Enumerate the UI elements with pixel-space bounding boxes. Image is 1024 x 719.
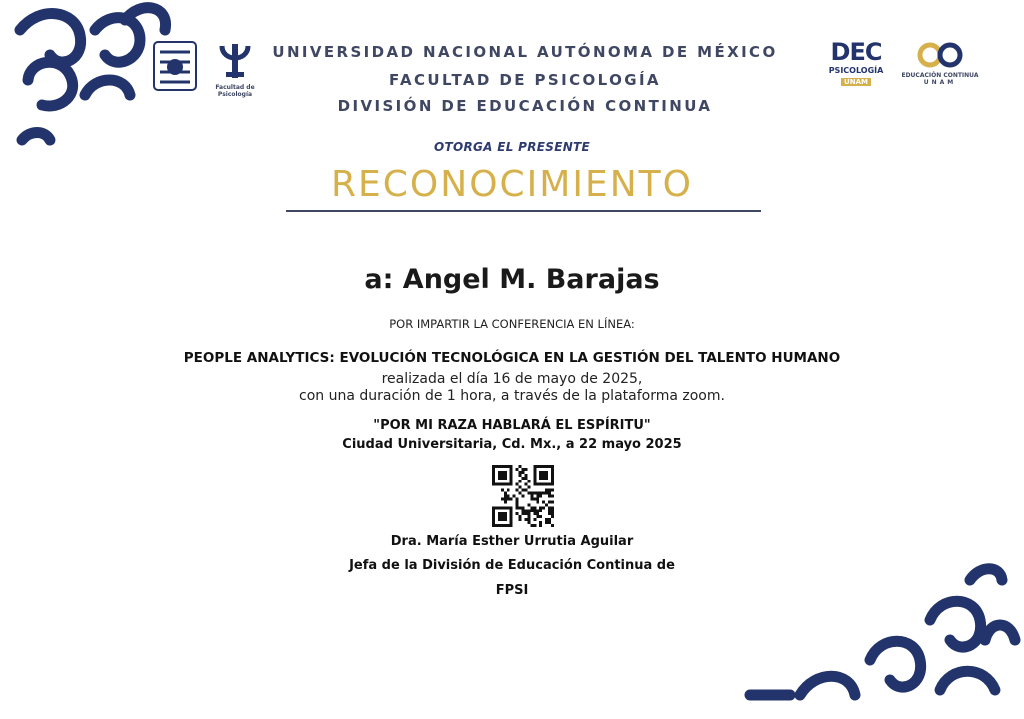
double-circle-icon: [915, 42, 965, 68]
otorga-label: OTORGA EL PRESENTE: [433, 140, 591, 154]
place-date: Ciudad Universitaria, Cd. Mx., a 22 mayo 2025: [342, 437, 682, 452]
talk-title: PEOPLE ANALYTICS: EVOLUCIÓN TECNOLÓGICA EN LA GESTIÓN DEL TALENTO HUMANO: [183, 350, 841, 366]
recipient-name: a: Angel M. Barajas: [364, 264, 660, 295]
reason-label: POR IMPARTIR LA CONFERENCIA EN LÍNEA:: [389, 317, 635, 331]
motto: "POR MI RAZA HABLARÁ EL ESPÍRITU": [373, 418, 651, 433]
dec-mark: DEC: [830, 38, 882, 66]
facultad-caption: Facultad de Psicología: [215, 84, 255, 98]
psi-icon: [210, 40, 260, 80]
educacion-caption: EDUCACIÓN CONTINUA: [901, 72, 979, 79]
certificate-title: RECONOCIMIENTO: [331, 164, 693, 205]
dec-caption: PSICOLOGÍA: [828, 66, 884, 75]
header-faculty: FACULTAD DE PSICOLOGÍA: [389, 71, 661, 89]
title-divider: [286, 210, 761, 212]
signatory-role: Jefa de la División de Educación Continua de: [349, 558, 675, 573]
talk-date: realizada el día 16 de mayo de 2025,: [381, 371, 643, 387]
signatory-dept: FPSI: [495, 583, 529, 598]
facultad-psicologia-logo: [210, 40, 260, 96]
dec-psicologia-logo: [826, 40, 886, 96]
unam-crest-logo: [152, 40, 198, 92]
dec-sub: UNAM: [841, 78, 871, 86]
qr-code[interactable]: [492, 465, 554, 527]
talk-duration: con una duración de 1 hora, a través de la plataforma zoom.: [299, 388, 725, 404]
header-university: UNIVERSIDAD NACIONAL AUTÓNOMA DE MÉXICO: [272, 43, 778, 61]
educacion-sub: UNAM: [923, 79, 957, 86]
signatory-name: Dra. María Esther Urrutia Aguilar: [390, 534, 634, 549]
educacion-continua-logo: [900, 42, 980, 96]
header-division: DIVISIÓN DE EDUCACIÓN CONTINUA: [337, 97, 713, 115]
